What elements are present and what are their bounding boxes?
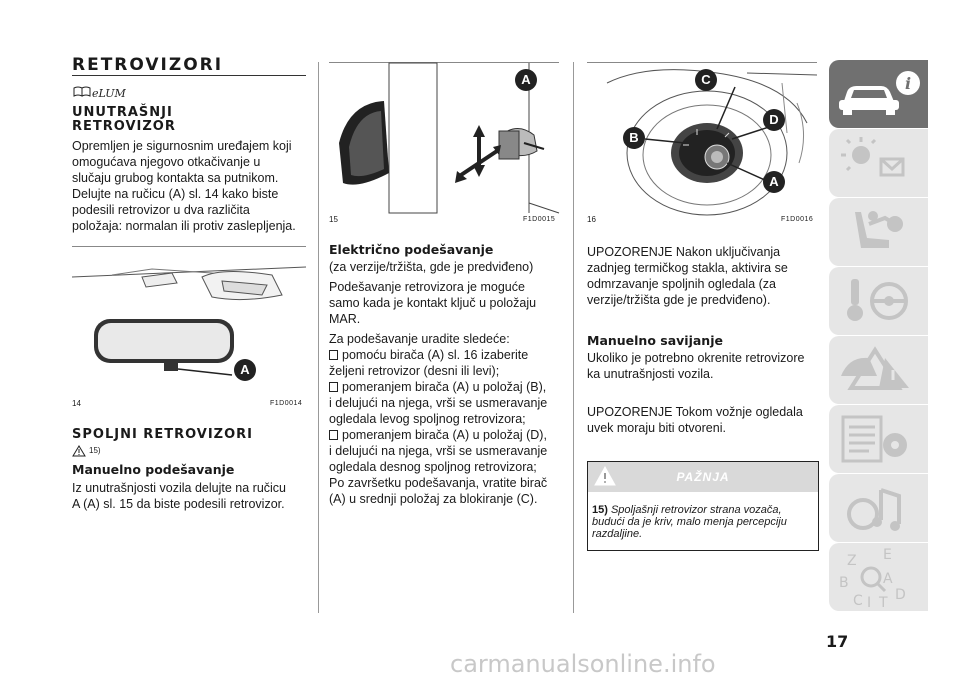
electric-adjust-text: (za verzije/tržišta, gde je predviđeno) Podešavanje retrovizora je moguće samo kada je kontakt ključ u položaju MAR. Za podešavanje uradite sledeće: pomoću birača (A) sl. 16 izaberite željeni retrovizor (desni ili levi); pomeranjem birača (A) u položaj (B), i delujući na njega, vrši se usmeravanje ogledala levog spoljnog retrovizora; pomeranjem birača (A) u položaj (D), i delujući na njega, vrši se usmeravanje ogledala desnog spoljnog retrovizora; Po završetku podešavanja, vratite birač (A) u srednji položaj za blokiranje (C).	[329, 259, 559, 507]
watermark: carmanualsonline.info	[450, 650, 716, 678]
bullet-square-icon	[329, 430, 338, 440]
title-rule	[72, 75, 306, 76]
label-d-badge: D	[763, 109, 785, 131]
road-warning-icon	[829, 336, 928, 404]
section-ref: 15)	[89, 446, 101, 455]
tab-tools-music[interactable]	[829, 474, 928, 542]
column-divider	[573, 62, 574, 613]
warning-title: PAŽNJA	[676, 470, 730, 484]
electric-adjust-title: Električno podešavanje	[329, 242, 494, 257]
warning-triangle-icon	[72, 444, 86, 462]
figure-14	[72, 246, 306, 397]
section-title-internal-mirror: UNUTRAŠNJI RETROVIZOR	[72, 105, 176, 134]
page-number: 17	[826, 632, 849, 651]
svg-text:i: i	[904, 74, 912, 93]
index-letter: C	[853, 593, 863, 609]
label-a-badge: A	[234, 359, 256, 381]
figure-14-code: F1D0014	[270, 400, 303, 407]
tab-seat-airbag[interactable]	[829, 198, 928, 266]
label-c-badge: C	[695, 69, 717, 91]
bullet-item: pomeranjem birača (A) u položaj (D),	[329, 427, 559, 443]
figure-16	[587, 62, 817, 213]
tab-service-checklist[interactable]	[829, 405, 928, 473]
bullet-item: pomeranjem birača (A) u položaj (B),	[329, 379, 559, 395]
warning-header	[588, 462, 818, 492]
column-divider	[318, 62, 319, 613]
index-letter: A	[883, 571, 893, 587]
warning-box	[587, 461, 819, 551]
interior-mirror-illustration	[72, 247, 306, 397]
car-info-icon	[829, 60, 928, 128]
key-steering-icon	[829, 267, 928, 335]
driving-note: UPOZORENJE Tokom vožnje ogledala uvek moraju biti otvoreni.	[587, 405, 803, 435]
tab-car-info[interactable]	[829, 60, 928, 128]
figure-15-number: 15	[329, 215, 338, 224]
manual-adjust-text: Iz unutrašnjosti vozila delujte na ručicu A (A) sl. 15 da biste podesili retrovizor.	[72, 481, 287, 511]
seat-airbag-icon	[829, 198, 928, 266]
figure-16-number: 16	[587, 215, 596, 224]
label-a-badge: A	[763, 171, 785, 193]
figure-14-number: 14	[72, 399, 81, 408]
label-a-badge: A	[515, 69, 537, 91]
bullet-square-icon	[329, 382, 338, 392]
label-b-badge: B	[623, 127, 645, 149]
figure-15	[329, 62, 559, 213]
tab-key-steering[interactable]	[829, 267, 928, 335]
warning-number: 15)	[592, 504, 608, 516]
bullet-item: pomoću birača (A) sl. 16 izaberite	[329, 347, 559, 363]
index-letter: E	[883, 547, 892, 563]
index-letter: T	[879, 595, 888, 611]
fold-title: Manuelno savijanje	[587, 333, 723, 348]
page-title: RETROVIZORI	[72, 55, 224, 75]
defrost-note: UPOZORENJE Nakon uključivanja zadnjeg termičkog stakla, aktivira se odmrzavanje spoljnih ogledala (za verzije/tržišta gde je predviđeno).	[587, 245, 788, 307]
index-letter: B	[839, 575, 849, 591]
tab-lights-mail[interactable]	[829, 129, 928, 197]
index-letter: D	[895, 587, 906, 603]
index-letter: I	[867, 595, 872, 611]
service-checklist-icon	[829, 405, 928, 473]
manual-adjust-title: Manuelno podešavanje	[72, 462, 235, 477]
tools-music-icon	[829, 474, 928, 542]
index-letter: Z	[847, 553, 857, 569]
manual-book-icon	[72, 84, 126, 105]
section-title-external-mirrors: SPOLJNI RETROVIZORI	[72, 427, 253, 442]
tab-road-warning[interactable]	[829, 336, 928, 404]
tab-alphabet-index[interactable]	[829, 543, 928, 611]
svg-text:eLUM: eLUM	[92, 87, 126, 100]
internal-mirror-text: Opremljen je sigurnosnim uređajem koji omogućava njegovo otkačivanje u slučaju grubog kontakta sa putnikom. Delujte na ručicu (A) sl. 14 kako biste podesili retrovizor u dva različita položaja: normalan ili protiv zaslepljenja.	[72, 139, 296, 233]
figure-15-code: F1D0015	[523, 216, 556, 223]
figure-16-code: F1D0016	[781, 216, 814, 223]
lights-mail-icon	[829, 129, 928, 197]
alphabet-index-icon	[829, 543, 928, 611]
warning-text: 15) Spoljašnji retrovizor strana vozača, budući da je kriv, malo menja percepciju razdaljine.	[592, 504, 787, 540]
bullet-square-icon	[329, 350, 338, 360]
fold-text: Ukoliko je potrebno okrenite retrovizore ka unutrašnjosti vozila.	[587, 351, 805, 381]
